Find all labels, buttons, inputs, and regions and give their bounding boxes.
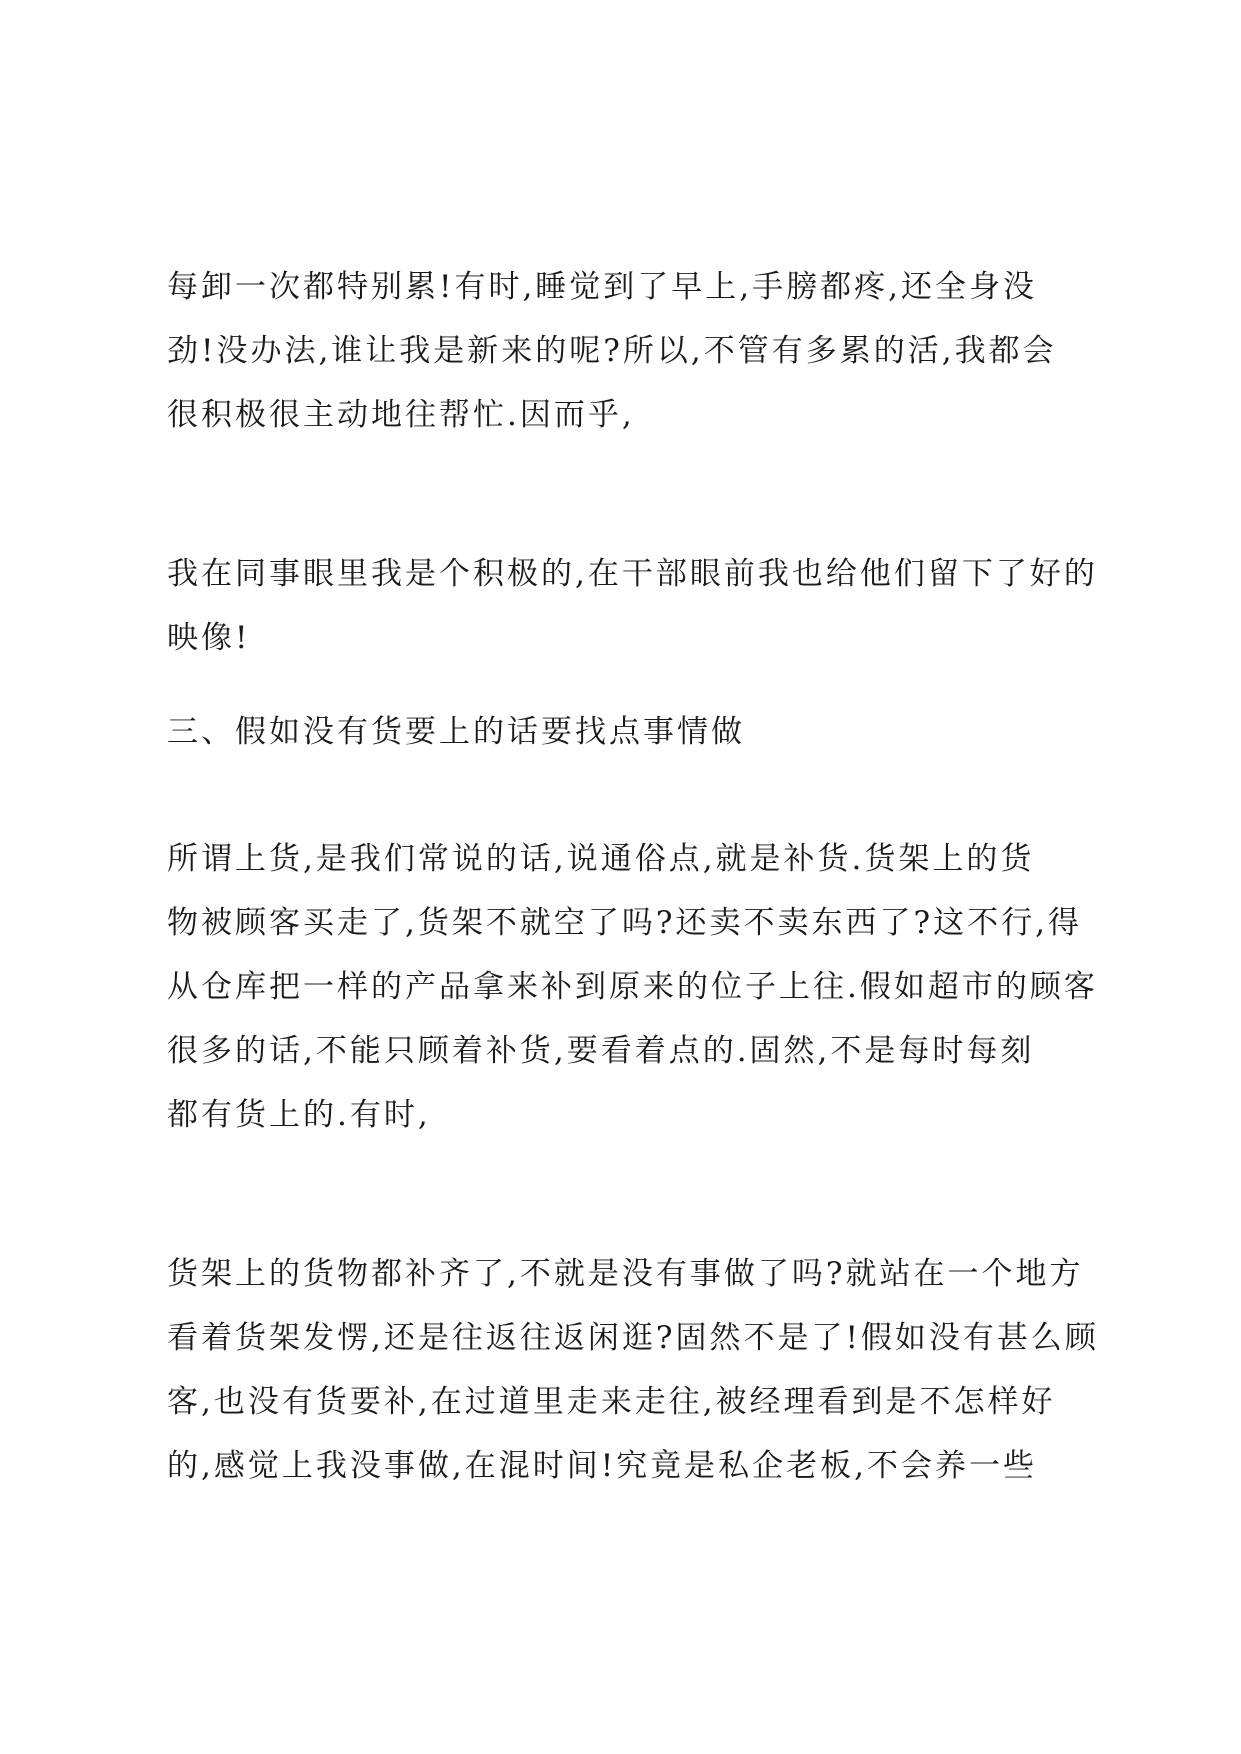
text-line: 看着货架发愣,还是往返往返闲逛?固然不是了!假如没有甚么顾 [167, 1320, 1099, 1356]
text-line: 的,感觉上我没事做,在混时间!究竟是私企老板,不会养一些 [167, 1448, 1038, 1484]
section-heading [167, 700, 1087, 764]
text-line: 每卸一次都特别累!有时,睡觉到了早上,手膀都疼,还全身没 [167, 269, 1038, 305]
paragraph-4 [167, 1242, 1099, 1498]
text-line: 我在同事眼里我是个积极的,在干部眼前我也给他们留下了好的 [167, 556, 1098, 592]
text-line: 都有货上的.有时, [167, 1097, 431, 1133]
text-line: 劲!没办法,谁让我是新来的呢?所以,不管有多累的活,我都会 [167, 333, 1057, 369]
paragraph-1 [167, 255, 1087, 447]
text-line: 货架上的货物都补齐了,不就是没有事做了吗?就站在一个地方 [167, 1256, 1084, 1292]
text-line: 很多的话,不能只顾着补货,要看着点的.固然,不是每时每刻 [167, 1033, 1035, 1069]
text-line: 客,也没有货要补,在过道里走来走往,被经理看到是不怎样好 [167, 1384, 1056, 1420]
text-line: 映像! [167, 620, 251, 656]
text-line: 从仓库把一样的产品拿来补到原来的位子上往.假如超市的顾客 [167, 969, 1098, 1005]
text-line: 物被顾客买走了,货架不就空了吗?还卖不卖东西了?这不行,得 [167, 905, 1082, 941]
paragraph-2 [167, 542, 1098, 670]
section-heading-text: 三、假如没有货要上的话要找点事情做 [167, 714, 745, 750]
text-line: 所谓上货,是我们常说的话,说通俗点,就是补货.货架上的货 [167, 841, 1035, 877]
text-line: 很积极很主动地往帮忙.因而乎, [167, 397, 635, 433]
paragraph-3 [167, 827, 1098, 1147]
